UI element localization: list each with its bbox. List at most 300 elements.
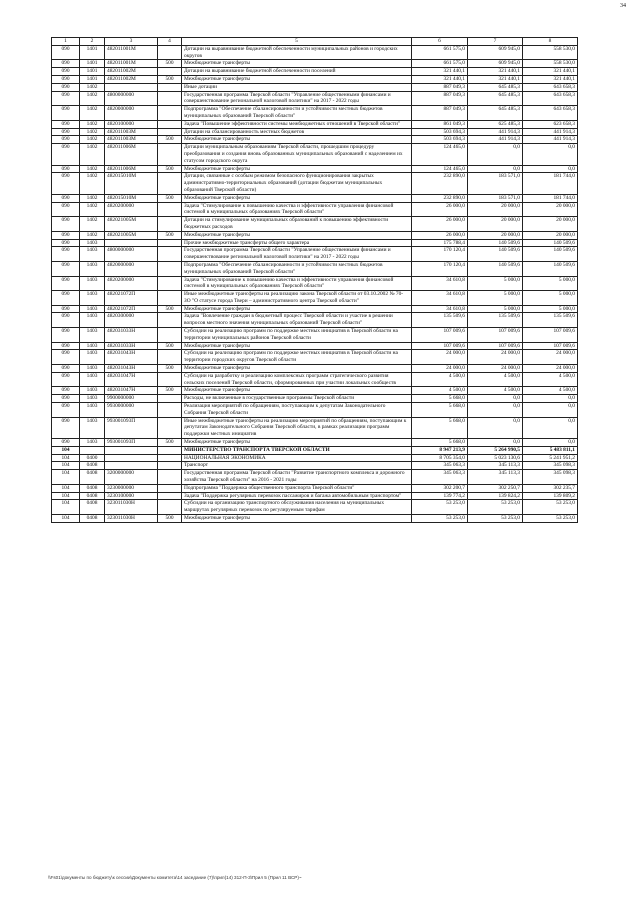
amount-2020-cell: 661 575,0: [412, 45, 468, 60]
ved-code-cell: 090: [52, 291, 80, 306]
amount-2022-cell: 643 658,3: [523, 91, 578, 106]
section-code-cell: 1403: [80, 403, 105, 418]
expense-type-code-cell: 500: [158, 387, 182, 395]
expense-type-code-cell: [158, 128, 182, 136]
amount-2021-cell: 0,0: [468, 403, 523, 418]
amount-2022-cell: 558 530,0: [523, 45, 578, 60]
section-code-cell: 1402: [80, 173, 105, 194]
expense-type-code-cell: 500: [158, 194, 182, 202]
amount-2020-cell: 4 500,0: [412, 372, 468, 387]
section-code-cell: 1402: [80, 165, 105, 173]
amount-2021-cell: 20 000,0: [468, 202, 523, 217]
amount-2022-cell: 24 000,0: [523, 365, 578, 373]
table-row: [52, 106, 578, 121]
expense-type-code-cell: [158, 462, 182, 470]
amount-2021-cell: 5 000,0: [468, 291, 523, 306]
amount-2021-cell: 5 023 130,6: [468, 454, 523, 462]
target-article-code-cell: 482011006М: [105, 165, 158, 173]
table-row: [52, 446, 578, 454]
expense-type-code-cell: 500: [158, 515, 182, 523]
expense-type-code-cell: [158, 276, 182, 291]
section-code-cell: 1402: [80, 194, 105, 202]
expense-type-code-cell: [158, 417, 182, 438]
amount-2021-cell: 24 000,0: [468, 350, 523, 365]
table-row: [52, 173, 578, 194]
ved-code-cell: 090: [52, 239, 80, 247]
description-cell: Дотации, связанные с особым режимом безопасного функционирования закрытых административно-территориальных образований (дотации бюджетам муниципальных образований Тверской области): [182, 173, 412, 194]
ved-code-cell: 090: [52, 313, 80, 328]
target-article-code-cell: 4820000000: [105, 106, 158, 121]
amount-2022-cell: 441 914,3: [523, 128, 578, 136]
ved-code-cell: 090: [52, 417, 80, 438]
amount-2020-cell: 107 009,6: [412, 328, 468, 343]
table-row: [52, 395, 578, 403]
amount-2022-cell: 0,0: [523, 395, 578, 403]
target-article-code-cell: 482021072П: [105, 291, 158, 306]
expense-type-code-cell: [158, 470, 182, 485]
target-article-code-cell: 4800000000: [105, 91, 158, 106]
amount-2020-cell: 887 049,3: [412, 83, 468, 91]
target-article-code-cell: 482031043Н: [105, 350, 158, 365]
table-row: [52, 120, 578, 128]
amount-2021-cell: 5 264 990,5: [468, 446, 523, 454]
target-article-code-cell: 482031033Н: [105, 342, 158, 350]
table-row: [52, 484, 578, 492]
amount-2022-cell: 140 509,6: [523, 261, 578, 276]
expense-type-code-cell: 500: [158, 439, 182, 447]
amount-2020-cell: 175 788,4: [412, 239, 468, 247]
table-row: [52, 305, 578, 313]
description-cell: МИНИСТЕРСТВО ТРАНСПОРТА ТВЕРСКОЙ ОБЛАСТИ: [182, 446, 412, 454]
ved-code-cell: 090: [52, 91, 80, 106]
description-cell: Расходы, не включенные в государственные программы Тверской области: [182, 395, 412, 403]
amount-2020-cell: 124 465,0: [412, 165, 468, 173]
description-cell: Межбюджетные трансферты: [182, 365, 412, 373]
amount-2020-cell: 887 049,3: [412, 106, 468, 121]
section-code-cell: 1402: [80, 136, 105, 144]
amount-2022-cell: 345 098,3: [523, 462, 578, 470]
ved-code-cell: 090: [52, 342, 80, 350]
amount-2022-cell: 140 509,6: [523, 247, 578, 262]
section-code-cell: 1402: [80, 91, 105, 106]
amount-2021-cell: 345 113,3: [468, 470, 523, 485]
amount-2022-cell: 107 009,6: [523, 328, 578, 343]
amount-2020-cell: 135 509,6: [412, 313, 468, 328]
expense-type-code-cell: [158, 45, 182, 60]
target-article-code-cell: 993001093П: [105, 439, 158, 447]
table-row: [52, 387, 578, 395]
amount-2022-cell: 643 658,3: [523, 83, 578, 91]
amount-2020-cell: 8 947 213,9: [412, 446, 468, 454]
amount-2020-cell: 503 694,3: [412, 136, 468, 144]
amount-2022-cell: 302 235,7: [523, 484, 578, 492]
description-cell: Задача "Стимулирование к повышению качества и эффективности управления финансовой системой в муниципальных образованиях Тверской области": [182, 276, 412, 291]
amount-2020-cell: 53 253,0: [412, 500, 468, 515]
ved-code-cell: 090: [52, 75, 80, 83]
description-cell: Реализация мероприятий по обращениям, поступающим к депутатам Законодательного Собрания Тверской области: [182, 403, 412, 418]
section-code-cell: 0408: [80, 484, 105, 492]
description-cell: Субсидии на реализацию программ по поддержке местных инициатив в Тверской области на территории городских округов Тверской области: [182, 350, 412, 365]
amount-2021-cell: 139 824,2: [468, 492, 523, 500]
amount-2021-cell: 345 113,3: [468, 462, 523, 470]
amount-2021-cell: 107 009,6: [468, 342, 523, 350]
expense-type-code-cell: [158, 261, 182, 276]
amount-2021-cell: 645 485,3: [468, 106, 523, 121]
amount-2021-cell: 321 440,1: [468, 68, 523, 76]
amount-2020-cell: 321 440,1: [412, 68, 468, 76]
target-article-code-cell: 482021005М: [105, 217, 158, 232]
description-cell: Прочие межбюджетные трансферты общего характера: [182, 239, 412, 247]
target-article-code-cell: 4820000000: [105, 261, 158, 276]
amount-2021-cell: 0,0: [468, 439, 523, 447]
expense-type-code-cell: 500: [158, 342, 182, 350]
expense-type-code-cell: [158, 403, 182, 418]
amount-2021-cell: 4 500,0: [468, 372, 523, 387]
target-article-code-cell: [105, 239, 158, 247]
amount-2021-cell: 4 500,0: [468, 387, 523, 395]
amount-2022-cell: 135 509,6: [523, 313, 578, 328]
ved-code-cell: 104: [52, 454, 80, 462]
amount-2020-cell: 53 253,0: [412, 515, 468, 523]
expense-type-code-cell: [158, 202, 182, 217]
amount-2022-cell: 0,0: [523, 417, 578, 438]
description-cell: Межбюджетные трансферты: [182, 60, 412, 68]
amount-2020-cell: 8 705 354,0: [412, 454, 468, 462]
expense-type-code-cell: [158, 291, 182, 306]
amount-2020-cell: 124 465,0: [412, 144, 468, 165]
ved-code-cell: 090: [52, 328, 80, 343]
amount-2021-cell: 20 000,0: [468, 231, 523, 239]
amount-2021-cell: 107 009,6: [468, 328, 523, 343]
header-cell: 3: [105, 38, 158, 46]
table-row: [52, 328, 578, 343]
table-header-row: [52, 38, 578, 46]
table-row: [52, 417, 578, 438]
ved-code-cell: 090: [52, 173, 80, 194]
ved-code-cell: 090: [52, 231, 80, 239]
target-article-code-cell: 323011030Н: [105, 515, 158, 523]
section-code-cell: 0400: [80, 454, 105, 462]
target-article-code-cell: 482011002М: [105, 68, 158, 76]
amount-2022-cell: 321 440,1: [523, 68, 578, 76]
ved-code-cell: 090: [52, 247, 80, 262]
amount-2020-cell: 321 440,1: [412, 75, 468, 83]
section-code-cell: 1403: [80, 276, 105, 291]
amount-2022-cell: 0,0: [523, 144, 578, 165]
table-row: [52, 239, 578, 247]
amount-2022-cell: 107 009,6: [523, 342, 578, 350]
ved-code-cell: 090: [52, 202, 80, 217]
amount-2020-cell: 232 890,0: [412, 194, 468, 202]
description-cell: Межбюджетные трансферты: [182, 75, 412, 83]
amount-2021-cell: 441 914,3: [468, 136, 523, 144]
table-row: [52, 217, 578, 232]
amount-2021-cell: 625 485,3: [468, 120, 523, 128]
ved-code-cell: 090: [52, 403, 80, 418]
target-article-code-cell: 9900000000: [105, 395, 158, 403]
amount-2020-cell: 861 049,3: [412, 120, 468, 128]
table-row: [52, 500, 578, 515]
table-row: [52, 291, 578, 306]
description-cell: Субсидии на реализацию программ по поддержке местных инициатив в Тверской области на территории муниципальных районов Тверской области: [182, 328, 412, 343]
description-cell: Подпрограмма "Обеспечение сбалансированности и устойчивости местных бюджетов муниципальных образований Тверской области": [182, 261, 412, 276]
header-cell: 6: [412, 38, 468, 46]
amount-2020-cell: 5 668,0: [412, 403, 468, 418]
amount-2022-cell: 4 500,0: [523, 387, 578, 395]
expense-type-code-cell: 500: [158, 165, 182, 173]
target-article-code-cell: 482021005М: [105, 231, 158, 239]
ved-code-cell: 104: [52, 484, 80, 492]
description-cell: Государственная программа Тверской области "Управление общественными финансами и совершенствование региональной налоговой политики" на 2017 - 2022 годы: [182, 247, 412, 262]
description-cell: Межбюджетные трансферты: [182, 342, 412, 350]
header-cell: 1: [52, 38, 80, 46]
amount-2020-cell: 345 063,3: [412, 470, 468, 485]
target-article-code-cell: 4820300000: [105, 313, 158, 328]
description-cell: Задача "Стимулирование к повышению качества и эффективности управления финансовой системой в муниципальных образованиях Тверской области": [182, 202, 412, 217]
section-code-cell: [80, 446, 105, 454]
description-cell: Межбюджетные трансферты: [182, 136, 412, 144]
table-row: [52, 365, 578, 373]
ved-code-cell: 090: [52, 194, 80, 202]
target-article-code-cell: 323011030Н: [105, 500, 158, 515]
description-cell: Дотации на выравнивание бюджетной обеспеченности муниципальных районов и городских округов: [182, 45, 412, 60]
target-article-code-cell: 482011002М: [105, 75, 158, 83]
description-cell: Дотации на стимулирование муниципальных образований к повышению эффективности бюджетных расходов: [182, 217, 412, 232]
target-article-code-cell: 4820100000: [105, 120, 158, 128]
target-article-code-cell: [105, 83, 158, 91]
table-row: [52, 83, 578, 91]
ved-code-cell: 090: [52, 120, 80, 128]
amount-2022-cell: 5 483 811,1: [523, 446, 578, 454]
description-cell: Иные дотации: [182, 83, 412, 91]
ved-code-cell: 090: [52, 68, 80, 76]
section-code-cell: 1403: [80, 387, 105, 395]
amount-2022-cell: 5 000,0: [523, 305, 578, 313]
description-cell: Подпрограмма "Поддержка общественного транспорта Тверской области": [182, 484, 412, 492]
description-cell: Субсидии на организацию транспортного обслуживания населения на муниципальных маршрутах регулярных перевозок по регулируемым тарифам: [182, 500, 412, 515]
amount-2020-cell: 139 774,2: [412, 492, 468, 500]
expense-type-code-cell: [158, 328, 182, 343]
amount-2022-cell: 139 809,2: [523, 492, 578, 500]
ved-code-cell: 090: [52, 276, 80, 291]
description-cell: Межбюджетные трансферты: [182, 387, 412, 395]
target-article-code-cell: 482031047Н: [105, 372, 158, 387]
description-cell: Государственная программа Тверской области "Развитие транспортного комплекса и дорожного хозяйства Тверской области" на 2016 - 2021 годы: [182, 470, 412, 485]
section-code-cell: 1403: [80, 247, 105, 262]
ved-code-cell: 104: [52, 515, 80, 523]
description-cell: Иные межбюджетные трансферты на реализацию закона Тверской области от 03.10.2002 № 70-ЗО "О статусе города Твери – административного центра Тверской области": [182, 291, 412, 306]
amount-2022-cell: 20 000,0: [523, 202, 578, 217]
ved-code-cell: 104: [52, 470, 80, 485]
expense-type-code-cell: 500: [158, 60, 182, 68]
amount-2021-cell: 609 945,0: [468, 45, 523, 60]
budget-table: [51, 37, 578, 523]
expense-type-code-cell: 500: [158, 136, 182, 144]
ved-code-cell: 090: [52, 350, 80, 365]
expense-type-code-cell: [158, 68, 182, 76]
table-row: [52, 91, 578, 106]
expense-type-code-cell: [158, 173, 182, 194]
target-article-code-cell: 482031043Н: [105, 365, 158, 373]
amount-2021-cell: 53 253,0: [468, 515, 523, 523]
target-article-code-cell: 4820200000: [105, 276, 158, 291]
header-cell: 5: [182, 38, 412, 46]
description-cell: Государственная программа Тверской области "Управление общественными финансами и совершенствование региональной налоговой политики" на 2017 - 2022 годы: [182, 91, 412, 106]
expense-type-code-cell: 500: [158, 305, 182, 313]
amount-2020-cell: 26 000,0: [412, 217, 468, 232]
target-article-code-cell: 482011001М: [105, 45, 158, 60]
section-code-cell: 1402: [80, 202, 105, 217]
table-row: [52, 462, 578, 470]
ved-code-cell: 090: [52, 305, 80, 313]
amount-2020-cell: 5 668,0: [412, 417, 468, 438]
amount-2022-cell: 0,0: [523, 403, 578, 418]
ved-code-cell: 090: [52, 365, 80, 373]
ved-code-cell: 090: [52, 261, 80, 276]
description-cell: Дотации на выравнивание бюджетной обеспеченности поселений: [182, 68, 412, 76]
section-code-cell: 1401: [80, 45, 105, 60]
amount-2021-cell: 609 945,0: [468, 60, 523, 68]
amount-2020-cell: 503 694,3: [412, 128, 468, 136]
target-article-code-cell: 482015010М: [105, 194, 158, 202]
expense-type-code-cell: [158, 91, 182, 106]
amount-2022-cell: 53 253,0: [523, 500, 578, 515]
table-row: [52, 165, 578, 173]
description-cell: Межбюджетные трансферты: [182, 165, 412, 173]
section-code-cell: 1403: [80, 328, 105, 343]
section-code-cell: 1403: [80, 291, 105, 306]
target-article-code-cell: [105, 454, 158, 462]
target-article-code-cell: 4820200000: [105, 202, 158, 217]
ved-code-cell: 090: [52, 165, 80, 173]
amount-2021-cell: 302 250,7: [468, 484, 523, 492]
amount-2020-cell: 5 668,0: [412, 439, 468, 447]
ved-code-cell: 090: [52, 439, 80, 447]
ved-code-cell: 104: [52, 462, 80, 470]
section-code-cell: 1403: [80, 439, 105, 447]
section-code-cell: 1402: [80, 128, 105, 136]
expense-type-code-cell: [158, 350, 182, 365]
section-code-cell: 1403: [80, 372, 105, 387]
amount-2021-cell: 0,0: [468, 144, 523, 165]
amount-2020-cell: 170 120,4: [412, 261, 468, 276]
amount-2022-cell: 321 440,1: [523, 75, 578, 83]
section-code-cell: 1402: [80, 120, 105, 128]
amount-2021-cell: 53 253,0: [468, 500, 523, 515]
amount-2022-cell: 441 914,3: [523, 136, 578, 144]
ved-code-cell: 090: [52, 106, 80, 121]
ved-code-cell: 104: [52, 500, 80, 515]
expense-type-code-cell: [158, 500, 182, 515]
table-row: [52, 75, 578, 83]
expense-type-code-cell: [158, 239, 182, 247]
expense-type-code-cell: [158, 372, 182, 387]
amount-2021-cell: 24 000,0: [468, 365, 523, 373]
ved-code-cell: 090: [52, 217, 80, 232]
ved-code-cell: 090: [52, 387, 80, 395]
table-row: [52, 372, 578, 387]
ved-code-cell: 090: [52, 395, 80, 403]
amount-2020-cell: 170 120,4: [412, 247, 468, 262]
amount-2022-cell: 4 500,0: [523, 372, 578, 387]
ved-code-cell: 104: [52, 446, 80, 454]
amount-2020-cell: 26 000,0: [412, 231, 468, 239]
header-cell: 4: [158, 38, 182, 46]
amount-2020-cell: 5 668,0: [412, 395, 468, 403]
section-code-cell: 0408: [80, 462, 105, 470]
table-row: [52, 439, 578, 447]
description-cell: Субсидии на разработку и реализацию комплексных программ стратегического развития сельских поселений Тверской области, сформированных при участии локальных сообществ: [182, 372, 412, 387]
target-article-code-cell: 3230100000: [105, 492, 158, 500]
amount-2022-cell: 345 098,3: [523, 470, 578, 485]
description-cell: Задача "Поддержка регулярных перевозок пассажиров и багажа автомобильным транспортом": [182, 492, 412, 500]
amount-2021-cell: 645 485,3: [468, 83, 523, 91]
table-row: [52, 194, 578, 202]
section-code-cell: 1403: [80, 305, 105, 313]
section-code-cell: 1402: [80, 106, 105, 121]
table-row: [52, 470, 578, 485]
section-code-cell: 1403: [80, 342, 105, 350]
amount-2022-cell: 5 000,0: [523, 291, 578, 306]
section-code-cell: 1403: [80, 261, 105, 276]
amount-2021-cell: 140 509,6: [468, 247, 523, 262]
ved-code-cell: 090: [52, 128, 80, 136]
section-code-cell: 0408: [80, 470, 105, 485]
expense-type-code-cell: [158, 144, 182, 165]
expense-type-code-cell: 500: [158, 231, 182, 239]
page-number: 34: [620, 3, 626, 9]
target-article-code-cell: 4800000000: [105, 247, 158, 262]
ved-code-cell: 090: [52, 45, 80, 60]
target-article-code-cell: 482021072П: [105, 305, 158, 313]
expense-type-code-cell: [158, 492, 182, 500]
section-code-cell: 1403: [80, 365, 105, 373]
header-cell: 2: [80, 38, 105, 46]
amount-2022-cell: 181 744,0: [523, 194, 578, 202]
table-row: [52, 313, 578, 328]
table-row: [52, 342, 578, 350]
target-article-code-cell: [105, 462, 158, 470]
table-row: [52, 403, 578, 418]
file-path-footer: \\Fs01\документы по бюджету\к сессии\Документы комитета\14 заседание (7)\прил(14) 312-П-3\Прил 5 (Прил 11 ВСР)~: [48, 875, 302, 880]
target-article-code-cell: 482031047Н: [105, 387, 158, 395]
table-row: [52, 350, 578, 365]
description-cell: Задача "Повышение эффективности системы межбюджетных отношений в Тверской области": [182, 120, 412, 128]
amount-2020-cell: 34 610,8: [412, 276, 468, 291]
target-article-code-cell: [105, 446, 158, 454]
amount-2022-cell: 643 658,3: [523, 106, 578, 121]
amount-2021-cell: 183 571,0: [468, 194, 523, 202]
table-row: [52, 136, 578, 144]
amount-2022-cell: 181 744,0: [523, 173, 578, 194]
table-row: [52, 247, 578, 262]
header-cell: 7: [468, 38, 523, 46]
expense-type-code-cell: [158, 446, 182, 454]
table-row: [52, 128, 578, 136]
section-code-cell: 0408: [80, 515, 105, 523]
expense-type-code-cell: 500: [158, 365, 182, 373]
section-code-cell: 1401: [80, 60, 105, 68]
amount-2020-cell: 887 049,3: [412, 91, 468, 106]
amount-2021-cell: 0,0: [468, 395, 523, 403]
amount-2022-cell: 623 658,3: [523, 120, 578, 128]
ved-code-cell: 090: [52, 372, 80, 387]
table-row: [52, 454, 578, 462]
amount-2022-cell: 5 241 951,2: [523, 454, 578, 462]
section-code-cell: 1401: [80, 75, 105, 83]
amount-2020-cell: 345 063,3: [412, 462, 468, 470]
amount-2021-cell: 140 509,6: [468, 261, 523, 276]
